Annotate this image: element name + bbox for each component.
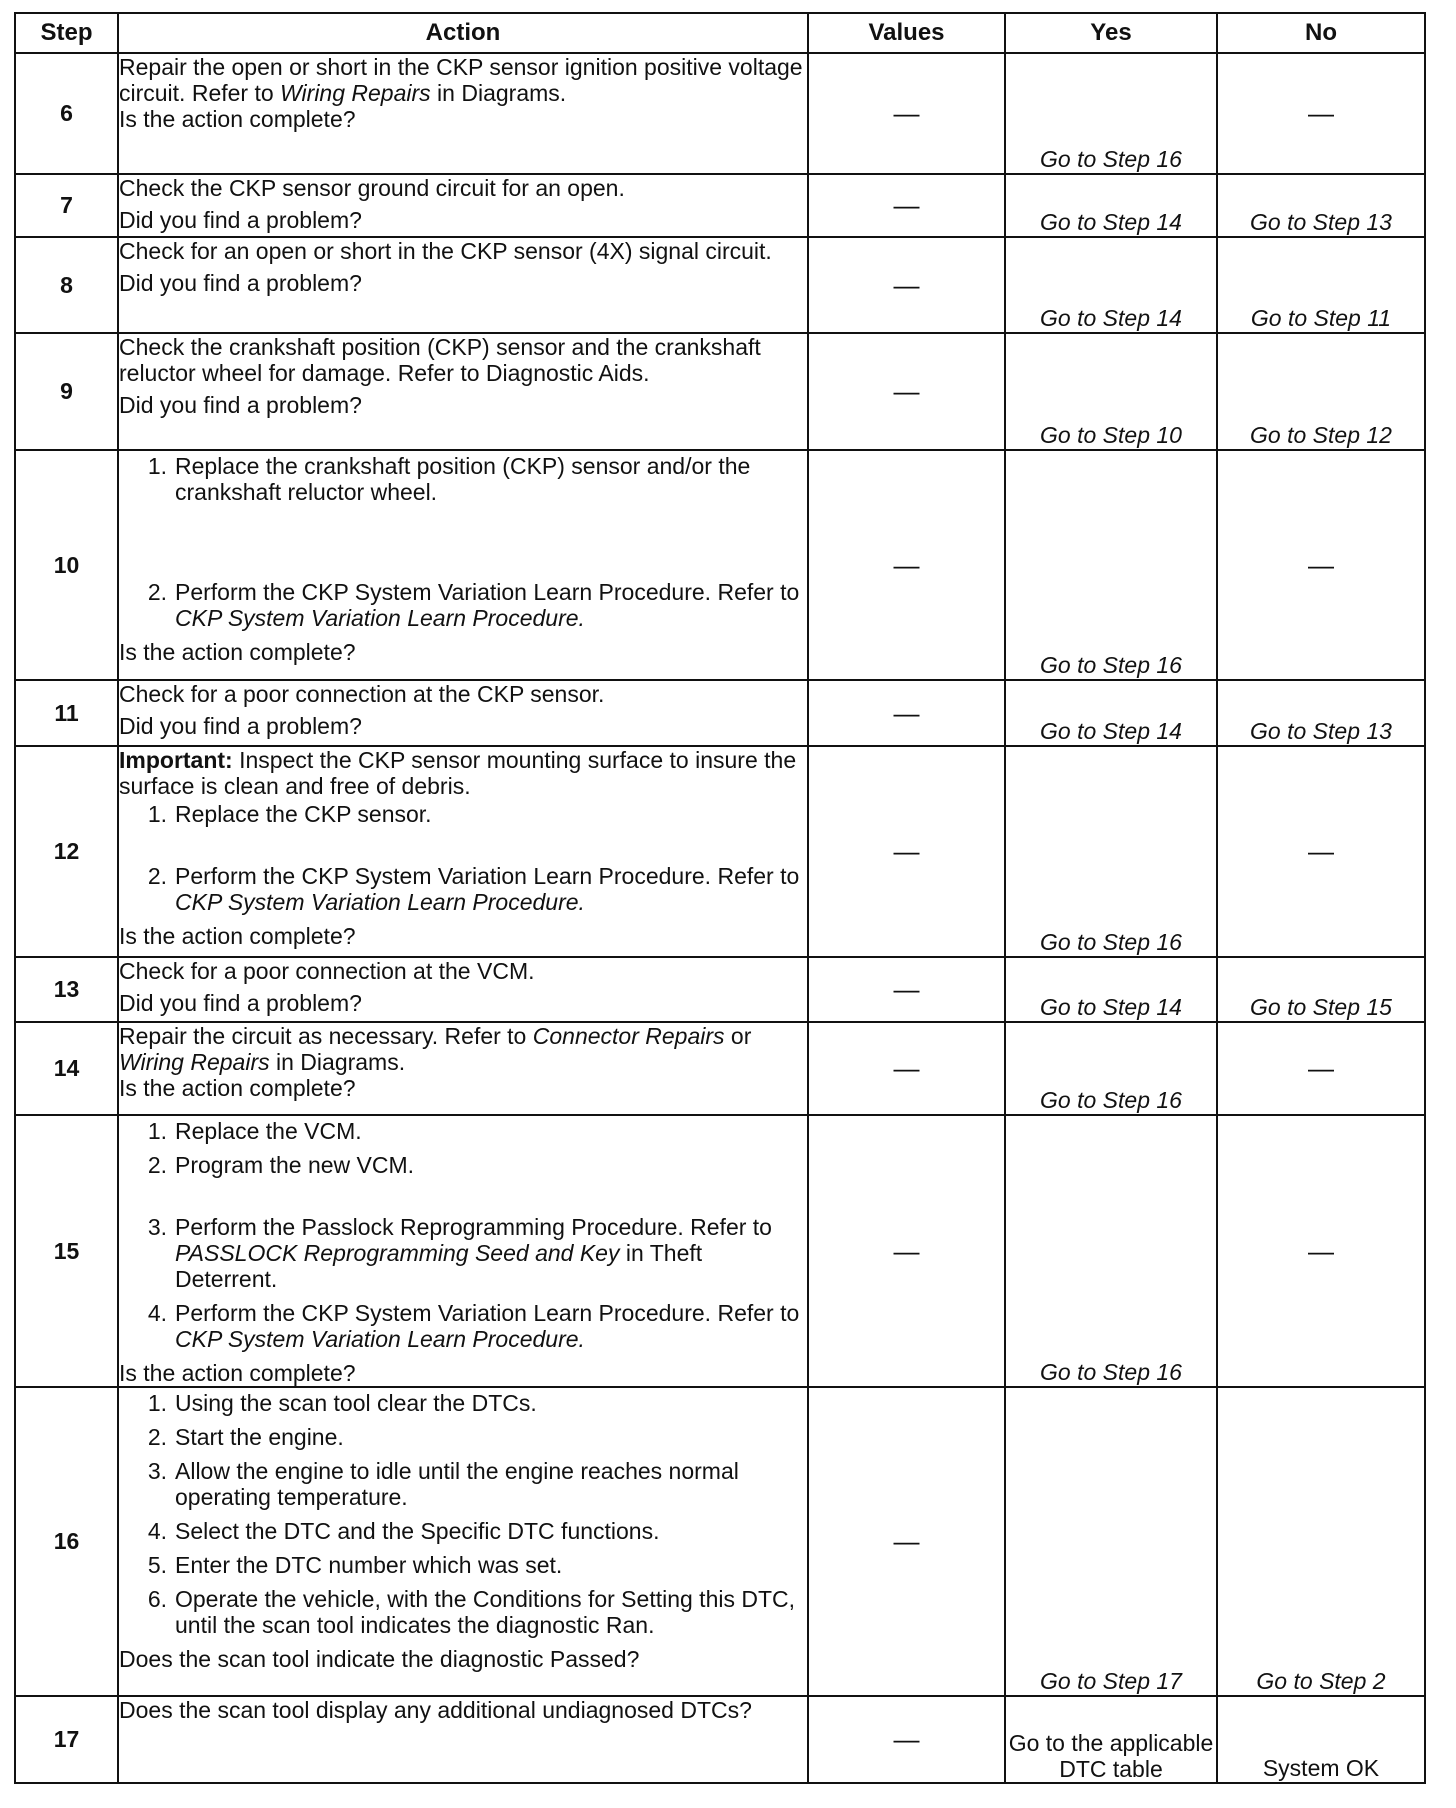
- action-cell: [118, 1387, 808, 1696]
- no-cell: Go to Step 11: [1217, 237, 1425, 333]
- reference-link: Connector Repairs: [532, 1023, 725, 1049]
- action-text: Does the scan tool display any additional undiagnosed DTCs?: [119, 1697, 752, 1723]
- action-question: Is the action complete?: [119, 639, 356, 665]
- action-text: Check for a poor connection at the CKP sensor.: [119, 681, 605, 707]
- list-item: 4. Perform the CKP System Variation Learn Procedure. Refer to CKP System Variation Learn Procedure.: [147, 1300, 800, 1352]
- action-steps: [119, 801, 807, 915]
- action-question: Is the action complete?: [119, 1075, 356, 1101]
- action-question: Does the scan tool indicate the diagnostic Passed?: [119, 1646, 640, 1672]
- table-row: [15, 237, 1425, 333]
- table-row: [15, 1696, 1425, 1783]
- list-item: 1. Replace the crankshaft position (CKP) sensor and/or the crankshaft reluctor wheel.: [147, 453, 751, 505]
- yes-cell: Go to Step 10: [1005, 333, 1217, 450]
- reference-link: Wiring Repairs: [280, 80, 431, 106]
- no-cell: Go to Step 15: [1217, 957, 1425, 1022]
- table-row: [15, 1115, 1425, 1387]
- action-cell: [118, 1022, 808, 1115]
- yes-cell: Go to Step 14: [1005, 237, 1217, 333]
- no-cell: Go to Step 12: [1217, 333, 1425, 450]
- action-cell: [118, 1115, 808, 1387]
- yes-cell: Go to Step 16: [1005, 1022, 1217, 1115]
- step-number: 12: [15, 746, 118, 957]
- values-cell: —: [808, 680, 1005, 746]
- reference-link: CKP System Variation Learn Procedure.: [175, 605, 585, 631]
- list-item: 2. Perform the CKP System Variation Learn Procedure. Refer to CKP System Variation Learn Procedure.: [147, 863, 800, 915]
- list-item: 4. Select the DTC and the Specific DTC functions.: [147, 1518, 660, 1544]
- no-cell: —: [1217, 53, 1425, 174]
- action-steps: [119, 1118, 807, 1352]
- header-row: [15, 13, 1425, 53]
- action-cell: [118, 333, 808, 450]
- no-cell: —: [1217, 746, 1425, 957]
- values-cell: —: [808, 1387, 1005, 1696]
- action-text: Check for a poor connection at the VCM.: [119, 958, 535, 984]
- yes-cell: Go to Step 16: [1005, 450, 1217, 680]
- header-step: Step: [15, 13, 118, 53]
- list-item: 1. Replace the CKP sensor.: [147, 801, 432, 827]
- action-question: Did you find a problem?: [119, 207, 362, 233]
- header-action: Action: [118, 13, 808, 53]
- values-cell: —: [808, 174, 1005, 237]
- list-item: 1. Replace the VCM.: [147, 1118, 362, 1144]
- action-cell: [118, 1696, 808, 1783]
- action-question: Did you find a problem?: [119, 270, 362, 296]
- header-values: Values: [808, 13, 1005, 53]
- step-number: 9: [15, 333, 118, 450]
- values-cell: —: [808, 1022, 1005, 1115]
- action-cell: [118, 746, 808, 957]
- yes-cell: Go to Step 17: [1005, 1387, 1217, 1696]
- no-cell: System OK: [1217, 1696, 1425, 1783]
- table-row: [15, 333, 1425, 450]
- list-item: 2. Start the engine.: [147, 1424, 344, 1450]
- step-number: 10: [15, 450, 118, 680]
- yes-cell: Go to Step 14: [1005, 680, 1217, 746]
- action-question: Did you find a problem?: [119, 392, 362, 418]
- values-cell: —: [808, 957, 1005, 1022]
- action-cell: [118, 237, 808, 333]
- step-number: 11: [15, 680, 118, 746]
- table-row: [15, 174, 1425, 237]
- values-cell: —: [808, 333, 1005, 450]
- action-cell: [118, 680, 808, 746]
- list-item: 6. Operate the vehicle, with the Conditions for Setting this DTC, until the scan tool indicates the diagnostic Ran.: [147, 1586, 796, 1638]
- action-cell: [118, 957, 808, 1022]
- action-text: Repair the circuit as necessary. Refer to Connector Repairs or Wiring Repairs in Diagrams.: [119, 1023, 752, 1075]
- list-item: 1. Using the scan tool clear the DTCs.: [147, 1390, 537, 1416]
- list-item: 2. Program the new VCM.: [147, 1152, 415, 1178]
- values-cell: —: [808, 450, 1005, 680]
- action-question: Did you find a problem?: [119, 713, 362, 739]
- diagnostic-table: [14, 12, 1426, 1784]
- step-number: 14: [15, 1022, 118, 1115]
- action-question: Did you find a problem?: [119, 990, 362, 1016]
- table-row: [15, 1387, 1425, 1696]
- action-cell: [118, 174, 808, 237]
- step-number: 13: [15, 957, 118, 1022]
- values-cell: —: [808, 237, 1005, 333]
- yes-cell: Go to the applicable DTC table: [1005, 1696, 1217, 1783]
- yes-cell: Go to Step 14: [1005, 174, 1217, 237]
- header-yes: Yes: [1005, 13, 1217, 53]
- step-number: 6: [15, 53, 118, 174]
- no-cell: Go to Step 13: [1217, 680, 1425, 746]
- yes-cell: Go to Step 16: [1005, 1115, 1217, 1387]
- action-question: Is the action complete?: [119, 106, 356, 132]
- action-text: Repair the open or short in the CKP sensor ignition positive voltage circuit. Refer to Wiring Repairs in Diagrams.: [119, 54, 803, 106]
- table-row: [15, 957, 1425, 1022]
- table-row: [15, 680, 1425, 746]
- reference-link: Wiring Repairs: [119, 1049, 270, 1075]
- step-number: 16: [15, 1387, 118, 1696]
- values-cell: —: [808, 1115, 1005, 1387]
- no-cell: Go to Step 13: [1217, 174, 1425, 237]
- no-cell: —: [1217, 1022, 1425, 1115]
- step-number: 15: [15, 1115, 118, 1387]
- table-row: [15, 53, 1425, 174]
- yes-cell: Go to Step 14: [1005, 957, 1217, 1022]
- step-number: 8: [15, 237, 118, 333]
- reference-link: PASSLOCK Reprogramming Seed and Key: [175, 1240, 620, 1266]
- no-cell: —: [1217, 450, 1425, 680]
- list-item: 3. Perform the Passlock Reprogramming Procedure. Refer to PASSLOCK Reprogramming Seed and Key in Theft Deterrent.: [147, 1214, 772, 1292]
- action-question: Is the action complete?: [119, 923, 356, 949]
- action-text: Check the crankshaft position (CKP) sensor and the crankshaft reluctor wheel for damage. Refer to Diagnostic Aids.: [119, 334, 761, 386]
- table-row: [15, 746, 1425, 957]
- yes-cell: Go to Step 16: [1005, 53, 1217, 174]
- values-cell: —: [808, 53, 1005, 174]
- action-cell: [118, 53, 808, 174]
- values-cell: —: [808, 746, 1005, 957]
- action-question: Is the action complete?: [119, 1360, 356, 1386]
- table-row: [15, 450, 1425, 680]
- action-steps: [119, 1390, 807, 1638]
- no-cell: —: [1217, 1115, 1425, 1387]
- reference-link: CKP System Variation Learn Procedure.: [175, 889, 585, 915]
- action-text: Check the CKP sensor ground circuit for an open.: [119, 175, 625, 201]
- table-row: [15, 1022, 1425, 1115]
- step-number: 7: [15, 174, 118, 237]
- action-cell: [118, 450, 808, 680]
- reference-link: CKP System Variation Learn Procedure.: [175, 1326, 585, 1352]
- action-steps: [119, 453, 807, 631]
- header-no: No: [1217, 13, 1425, 53]
- action-text: Check for an open or short in the CKP sensor (4X) signal circuit.: [119, 238, 772, 264]
- important-note: Important: Inspect the CKP sensor mounting surface to insure the surface is clean and free of debris.: [119, 747, 797, 799]
- list-item: 3. Allow the engine to idle until the engine reaches normal operating temperature.: [147, 1458, 739, 1510]
- step-number: 17: [15, 1696, 118, 1783]
- list-item: 2. Perform the CKP System Variation Learn Procedure. Refer to CKP System Variation Learn Procedure.: [147, 579, 800, 631]
- list-item: 5. Enter the DTC number which was set.: [147, 1552, 563, 1578]
- yes-cell: Go to Step 16: [1005, 746, 1217, 957]
- no-cell: Go to Step 2: [1217, 1387, 1425, 1696]
- values-cell: —: [808, 1696, 1005, 1783]
